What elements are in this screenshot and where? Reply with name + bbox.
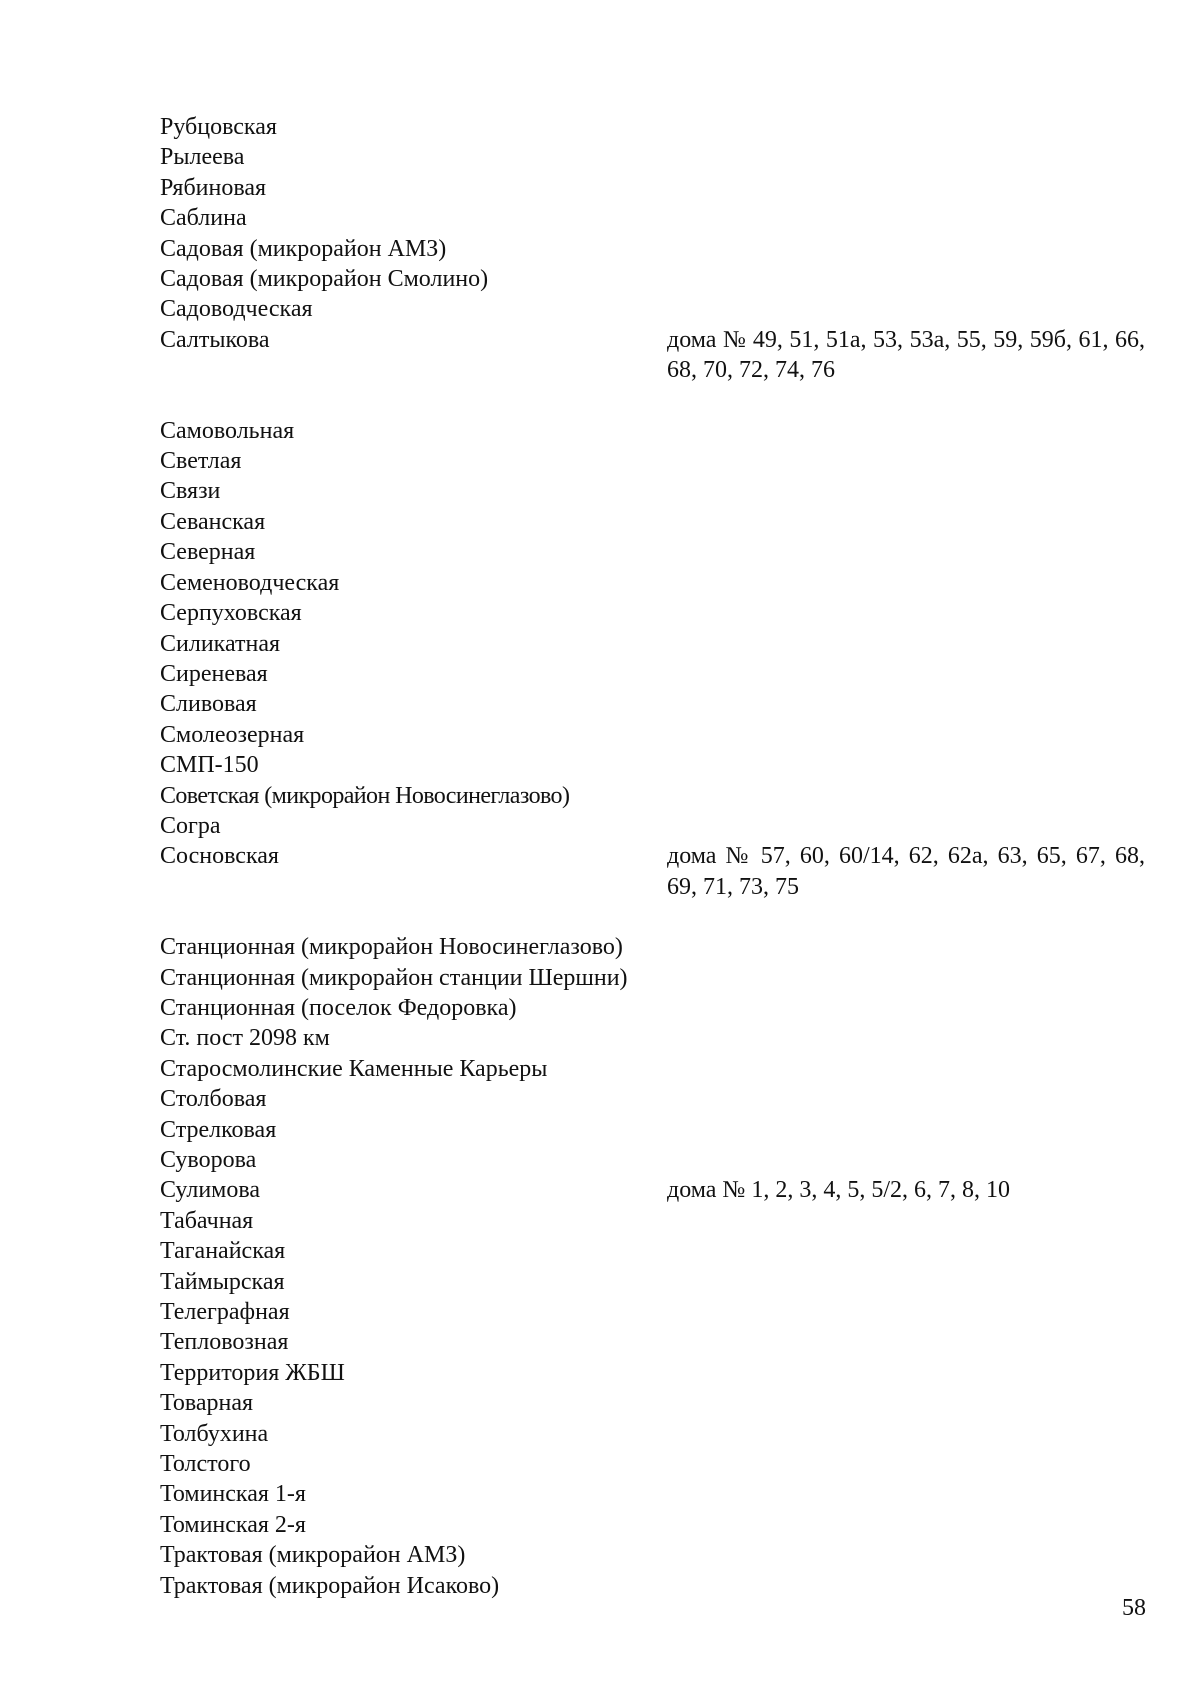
street-name: Трактовая (микрорайон Исаково) [160, 1572, 500, 1599]
street-row [160, 1358, 1160, 1388]
street-name: Сосновская [160, 843, 279, 870]
street-name: Станционная (микрорайон станции Шершни) [160, 964, 628, 991]
street-name: Северная [160, 539, 256, 566]
street-row [160, 598, 1160, 628]
street-row [160, 142, 1160, 172]
street-row [160, 1175, 1160, 1205]
street-name: Рябиновая [160, 174, 267, 201]
street-name: Тепловозная [160, 1329, 289, 1356]
street-row [160, 1510, 1160, 1540]
street-name: Саблина [160, 205, 247, 232]
street-name: Территория ЖБШ [160, 1359, 345, 1386]
street-row [160, 720, 1160, 750]
street-name: Табачная [160, 1207, 254, 1234]
street-row [160, 325, 1160, 386]
street-name: Суворова [160, 1147, 257, 1173]
street-name: Сиреневая [160, 660, 268, 687]
street-name: Старосмолинские Каменные Карьеры [160, 1055, 548, 1082]
street-row [160, 1419, 1160, 1449]
house-numbers: дома № 49, 51, 51а, 53, 53а, 55, 59, 59б, 61, 66, 68, 70, 72, 74, 76 [667, 326, 1145, 384]
street-row [160, 993, 1160, 1023]
street-row [160, 659, 1160, 689]
street-row [160, 1571, 1160, 1601]
page-number: 58 [1122, 1595, 1146, 1621]
street-row [160, 1115, 1160, 1145]
street-row [160, 781, 1160, 811]
street-name: Толстого [160, 1451, 251, 1478]
street-row [160, 1206, 1160, 1236]
street-row [160, 264, 1160, 294]
street-name: Сулимова [160, 1177, 261, 1204]
street-row [160, 932, 1160, 962]
street-name: Трактовая (микрорайон АМЗ) [160, 1542, 466, 1569]
street-row [160, 811, 1160, 841]
street-name: Салтыкова [160, 326, 270, 353]
street-name: Силикатная [160, 630, 281, 657]
street-row [160, 446, 1160, 476]
street-name: Таганайская [160, 1238, 286, 1265]
street-row [160, 1327, 1160, 1357]
street-name: Телеграфная [160, 1299, 290, 1326]
street-name: Ст. пост 2098 км [160, 1025, 330, 1052]
street-name: Томинская 1-я [160, 1481, 306, 1508]
street-row [160, 1540, 1160, 1570]
street-name: Сливовая [160, 691, 257, 718]
street-row [160, 537, 1160, 567]
street-name: Рубцовская [160, 114, 277, 140]
street-row [160, 203, 1160, 233]
street-row [160, 1449, 1160, 1479]
street-row [160, 841, 1160, 902]
street-row [160, 507, 1160, 537]
street-row [160, 1236, 1160, 1266]
street-name: Столбовая [160, 1086, 267, 1113]
street-row [160, 1388, 1160, 1418]
street-name: СМП-150 [160, 752, 259, 779]
street-row [160, 1479, 1160, 1509]
house-numbers: дома № 1, 2, 3, 4, 5, 5/2, 6, 7, 8, 10 [667, 1177, 1010, 1204]
street-name: Севанская [160, 508, 266, 535]
street-row [160, 568, 1160, 598]
street-row [160, 1054, 1160, 1084]
street-name: Таймырская [160, 1268, 285, 1295]
street-row [160, 234, 1160, 264]
street-name: Самовольная [160, 417, 295, 444]
street-row [160, 1084, 1160, 1114]
street-row [160, 963, 1160, 993]
street-name: Смолеозерная [160, 721, 305, 748]
street-row [160, 173, 1160, 203]
street-name: Томинская 2-я [160, 1511, 306, 1538]
street-name: Связи [160, 478, 221, 505]
street-name: Садовая (микрорайон Смолино) [160, 266, 489, 293]
street-name: Садоводческая [160, 296, 313, 323]
street-row [160, 476, 1160, 506]
street-name: Толбухина [160, 1420, 269, 1447]
street-name: Советская (микрорайон Новосинеглазово) [160, 782, 570, 809]
street-name: Стрелковая [160, 1116, 277, 1143]
street-row [160, 1267, 1160, 1297]
street-name: Серпуховская [160, 600, 302, 627]
street-row [160, 1145, 1160, 1175]
street-name: Согра [160, 812, 221, 839]
house-numbers: дома № 57, 60, 60/14, 62, 62а, 63, 65, 67, 68, 69, 71, 73, 75 [667, 843, 1145, 900]
street-row [160, 1297, 1160, 1327]
street-row [160, 416, 1160, 446]
street-name: Садовая (микрорайон АМЗ) [160, 235, 447, 262]
street-row [160, 294, 1160, 324]
street-name: Товарная [160, 1390, 254, 1417]
street-list [160, 112, 1160, 1601]
street-name: Станционная (микрорайон Новосинеглазово) [160, 934, 623, 961]
street-row [160, 1023, 1160, 1053]
street-name: Семеноводческая [160, 569, 340, 596]
street-name: Рылеева [160, 144, 245, 171]
street-row [160, 750, 1160, 780]
street-name: Светлая [160, 448, 242, 475]
street-row [160, 112, 1160, 142]
street-row [160, 689, 1160, 719]
street-name: Станционная (поселок Федоровка) [160, 994, 517, 1021]
street-row [160, 629, 1160, 659]
